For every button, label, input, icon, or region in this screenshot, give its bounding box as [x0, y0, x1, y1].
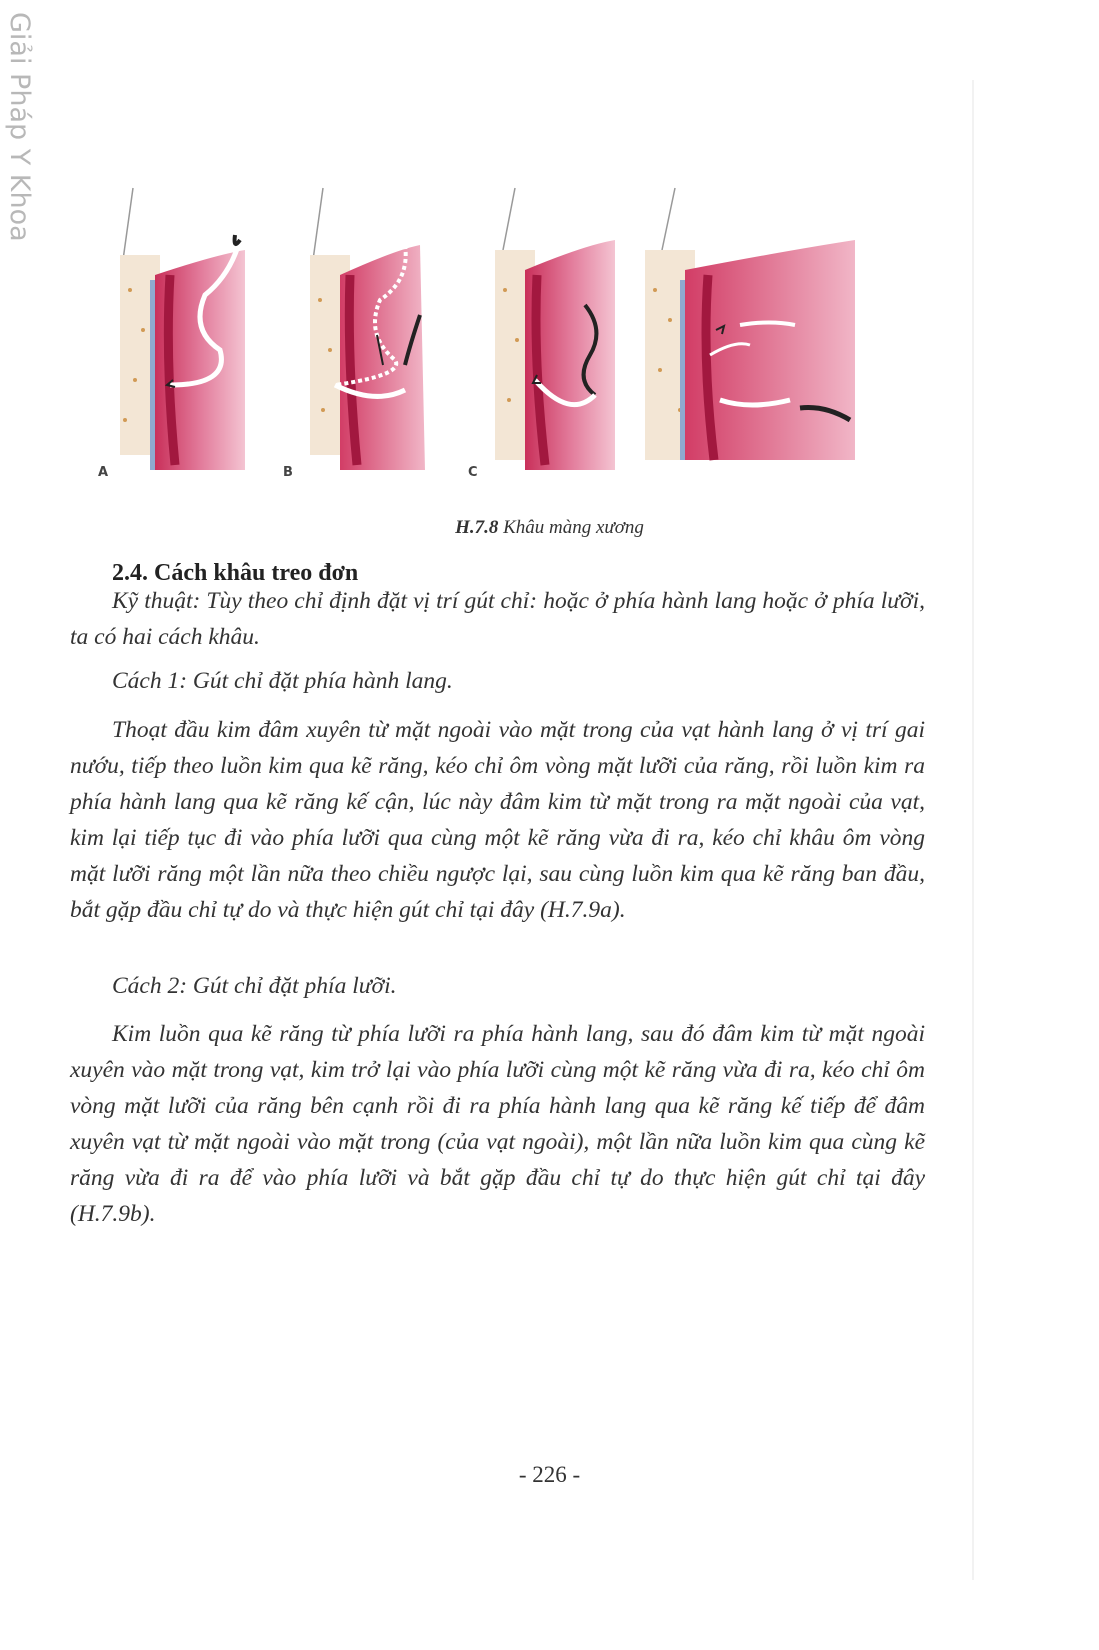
paragraph-method-2-body: Kim luồn qua kẽ răng từ phía lưỡi ra phía hành lang, sau đó đâm kim từ mặt ngoài xuyên vào mặt trong vạt, kim trở lại vào phía lưỡi cùng một kẽ răng vừa đi ra, kéo chỉ ôm vòng mặt lưỡi của răng bên cạnh rồi đi ra phía hành lang qua kẽ răng kế tiếp để đâm xuyên vạt từ mặt ngoài vào mặt trong (của vạt ngoài), một lần nữa luồn kim qua cùng kẽ răng vừa đi ra để vào phía lưỡi và bắt gặp đầu chỉ tự do thực hiện gút chỉ tại đây (H.7.9b). [70, 1021, 925, 1227]
paragraph-method-1-body: Thoạt đầu kim đâm xuyên từ mặt ngoài vào mặt trong của vạt hành lang ở vị trí gai nướu, tiếp theo luồn kim qua kẽ răng, kéo chỉ ôm vòng mặt lưỡi của răng, rồi luồn kim ra phía hành lang qua kẽ răng kế cận, lúc này đâm kim từ mặt trong ra mặt ngoài của vạt, kim lại tiếp tục đi vào phía lưỡi qua cùng một kẽ răng vừa đi ra, kéo chỉ khâu ôm vòng mặt lưỡi răng một lần nữa theo chiều ngược lại, sau cùng luồn kim qua kẽ răng ban đầu, bắt gặp đầu chỉ tự do và thực hiện gút chỉ tại đây (H.7.9a). [70, 717, 925, 923]
figure-caption [0, 517, 1099, 539]
figure-panel-label-a: A [98, 465, 109, 480]
section-heading: 2.4. Cách khâu treo đơn [112, 560, 359, 586]
page-number: - 226 - [518, 1462, 581, 1487]
figure-illustration [95, 180, 855, 500]
figure-panel-label-b: B [283, 465, 293, 480]
paragraph-method-1-title: Cách 1: Gút chỉ đặt phía hành lang. [112, 668, 453, 694]
figure-panel-label-c: C [468, 465, 478, 480]
figure-panel-b [310, 188, 425, 470]
figure-caption-text: Khâu màng xương [503, 517, 644, 538]
page-edge-divider [972, 80, 974, 1580]
watermark-text: Giải Pháp Y Khoa [4, 12, 35, 242]
figure-panel-d [645, 188, 855, 460]
figure-caption-number: H.7.8 [455, 517, 499, 538]
figure-panel-a [120, 188, 245, 470]
figure-panel-c [495, 188, 615, 470]
figure-drawing [95, 180, 855, 480]
paragraph-technique: Kỹ thuật: Tùy theo chỉ định đặt vị trí gút chỉ: hoặc ở phía hành lang hoặc ở phía lưỡi, ta có hai cách khâu. [70, 588, 925, 650]
paragraph-method-2-title: Cách 2: Gút chỉ đặt phía lưỡi. [112, 973, 397, 999]
